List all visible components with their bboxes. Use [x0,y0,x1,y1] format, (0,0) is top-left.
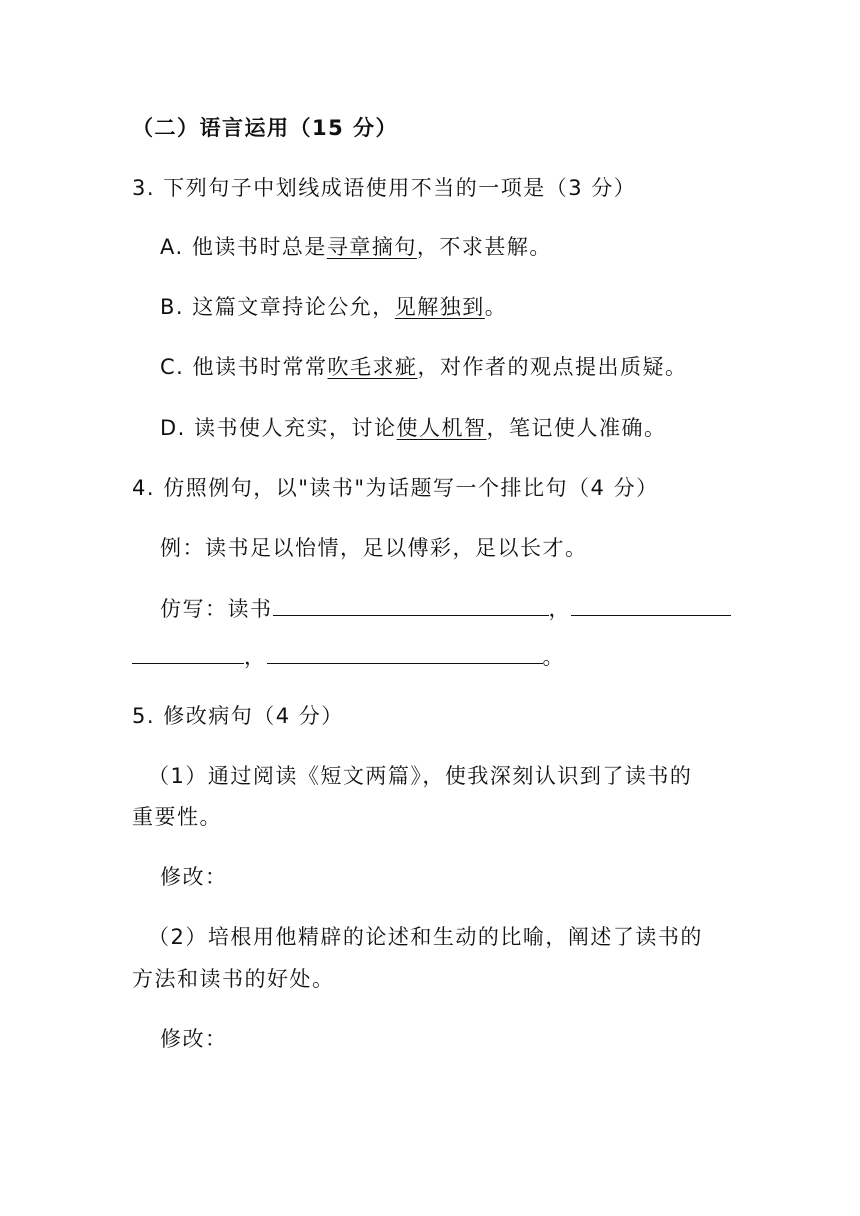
option-text-before: 他读书时常常 [192,355,328,379]
option-letter: C. [160,355,185,379]
sentence-1-line-2: 重要性。 [132,805,222,829]
revise-label-2: 修改： [160,1027,228,1051]
option-letter: B. [160,295,185,319]
revise-label-1: 修改： [160,865,228,889]
answer-blank-2-continued[interactable] [132,641,244,664]
option-text-after: 。 [484,295,508,319]
option-b [160,292,507,322]
sentence-2-line-1: （2）培根用他精辟的论述和生动的比喻，阐述了读书的 [148,925,703,949]
underlined-idiom: 寻章摘句 [326,235,417,259]
sentence-2-line-2: 方法和读书的好处。 [132,967,335,991]
underlined-idiom: 使人机智 [396,416,487,440]
comma: ， [244,645,267,669]
underlined-idiom: 吹毛求疵 [327,355,418,379]
answer-blank-3[interactable] [267,641,543,664]
option-letter: D. [160,416,186,440]
imitate-label: 仿写：读书 [160,597,273,621]
example-sentence: 例：读书足以怡情，足以傅彩，足以长才。 [160,536,588,560]
question-5-stem: 5. 修改病句（4 分） [132,704,344,728]
option-a [160,232,552,262]
answer-blank-2[interactable] [571,593,731,616]
comma: ， [548,597,571,621]
option-text-after: ，对作者的观点提出质疑。 [417,355,688,379]
section-title: （二）语言运用（15 分） [132,116,399,140]
answer-blank-1[interactable] [273,593,549,616]
option-text-after: ，笔记使人准确。 [486,416,667,440]
question-4-stem: 4. 仿照例句，以"读书"为话题写一个排比句（4 分） [132,476,659,500]
option-text-after: ，不求甚解。 [416,235,552,259]
question-3-stem: 3. 下列句子中划线成语使用不当的一项是（3 分） [132,176,637,200]
option-c [160,352,688,382]
imitation-line-2 [132,641,565,672]
option-text-before: 读书使人充实，讨论 [194,416,397,440]
option-text-before: 他读书时总是 [191,235,327,259]
underlined-idiom: 见解独到 [394,295,485,319]
option-text-before: 这篇文章持论公允， [192,295,395,319]
sentence-1-line-1: （1）通过阅读《短文两篇》，使我深刻认识到了读书的 [148,764,693,788]
option-letter: A. [160,235,184,259]
imitation-line-1 [160,593,731,624]
option-d [160,413,667,443]
period: 。 [542,645,565,669]
